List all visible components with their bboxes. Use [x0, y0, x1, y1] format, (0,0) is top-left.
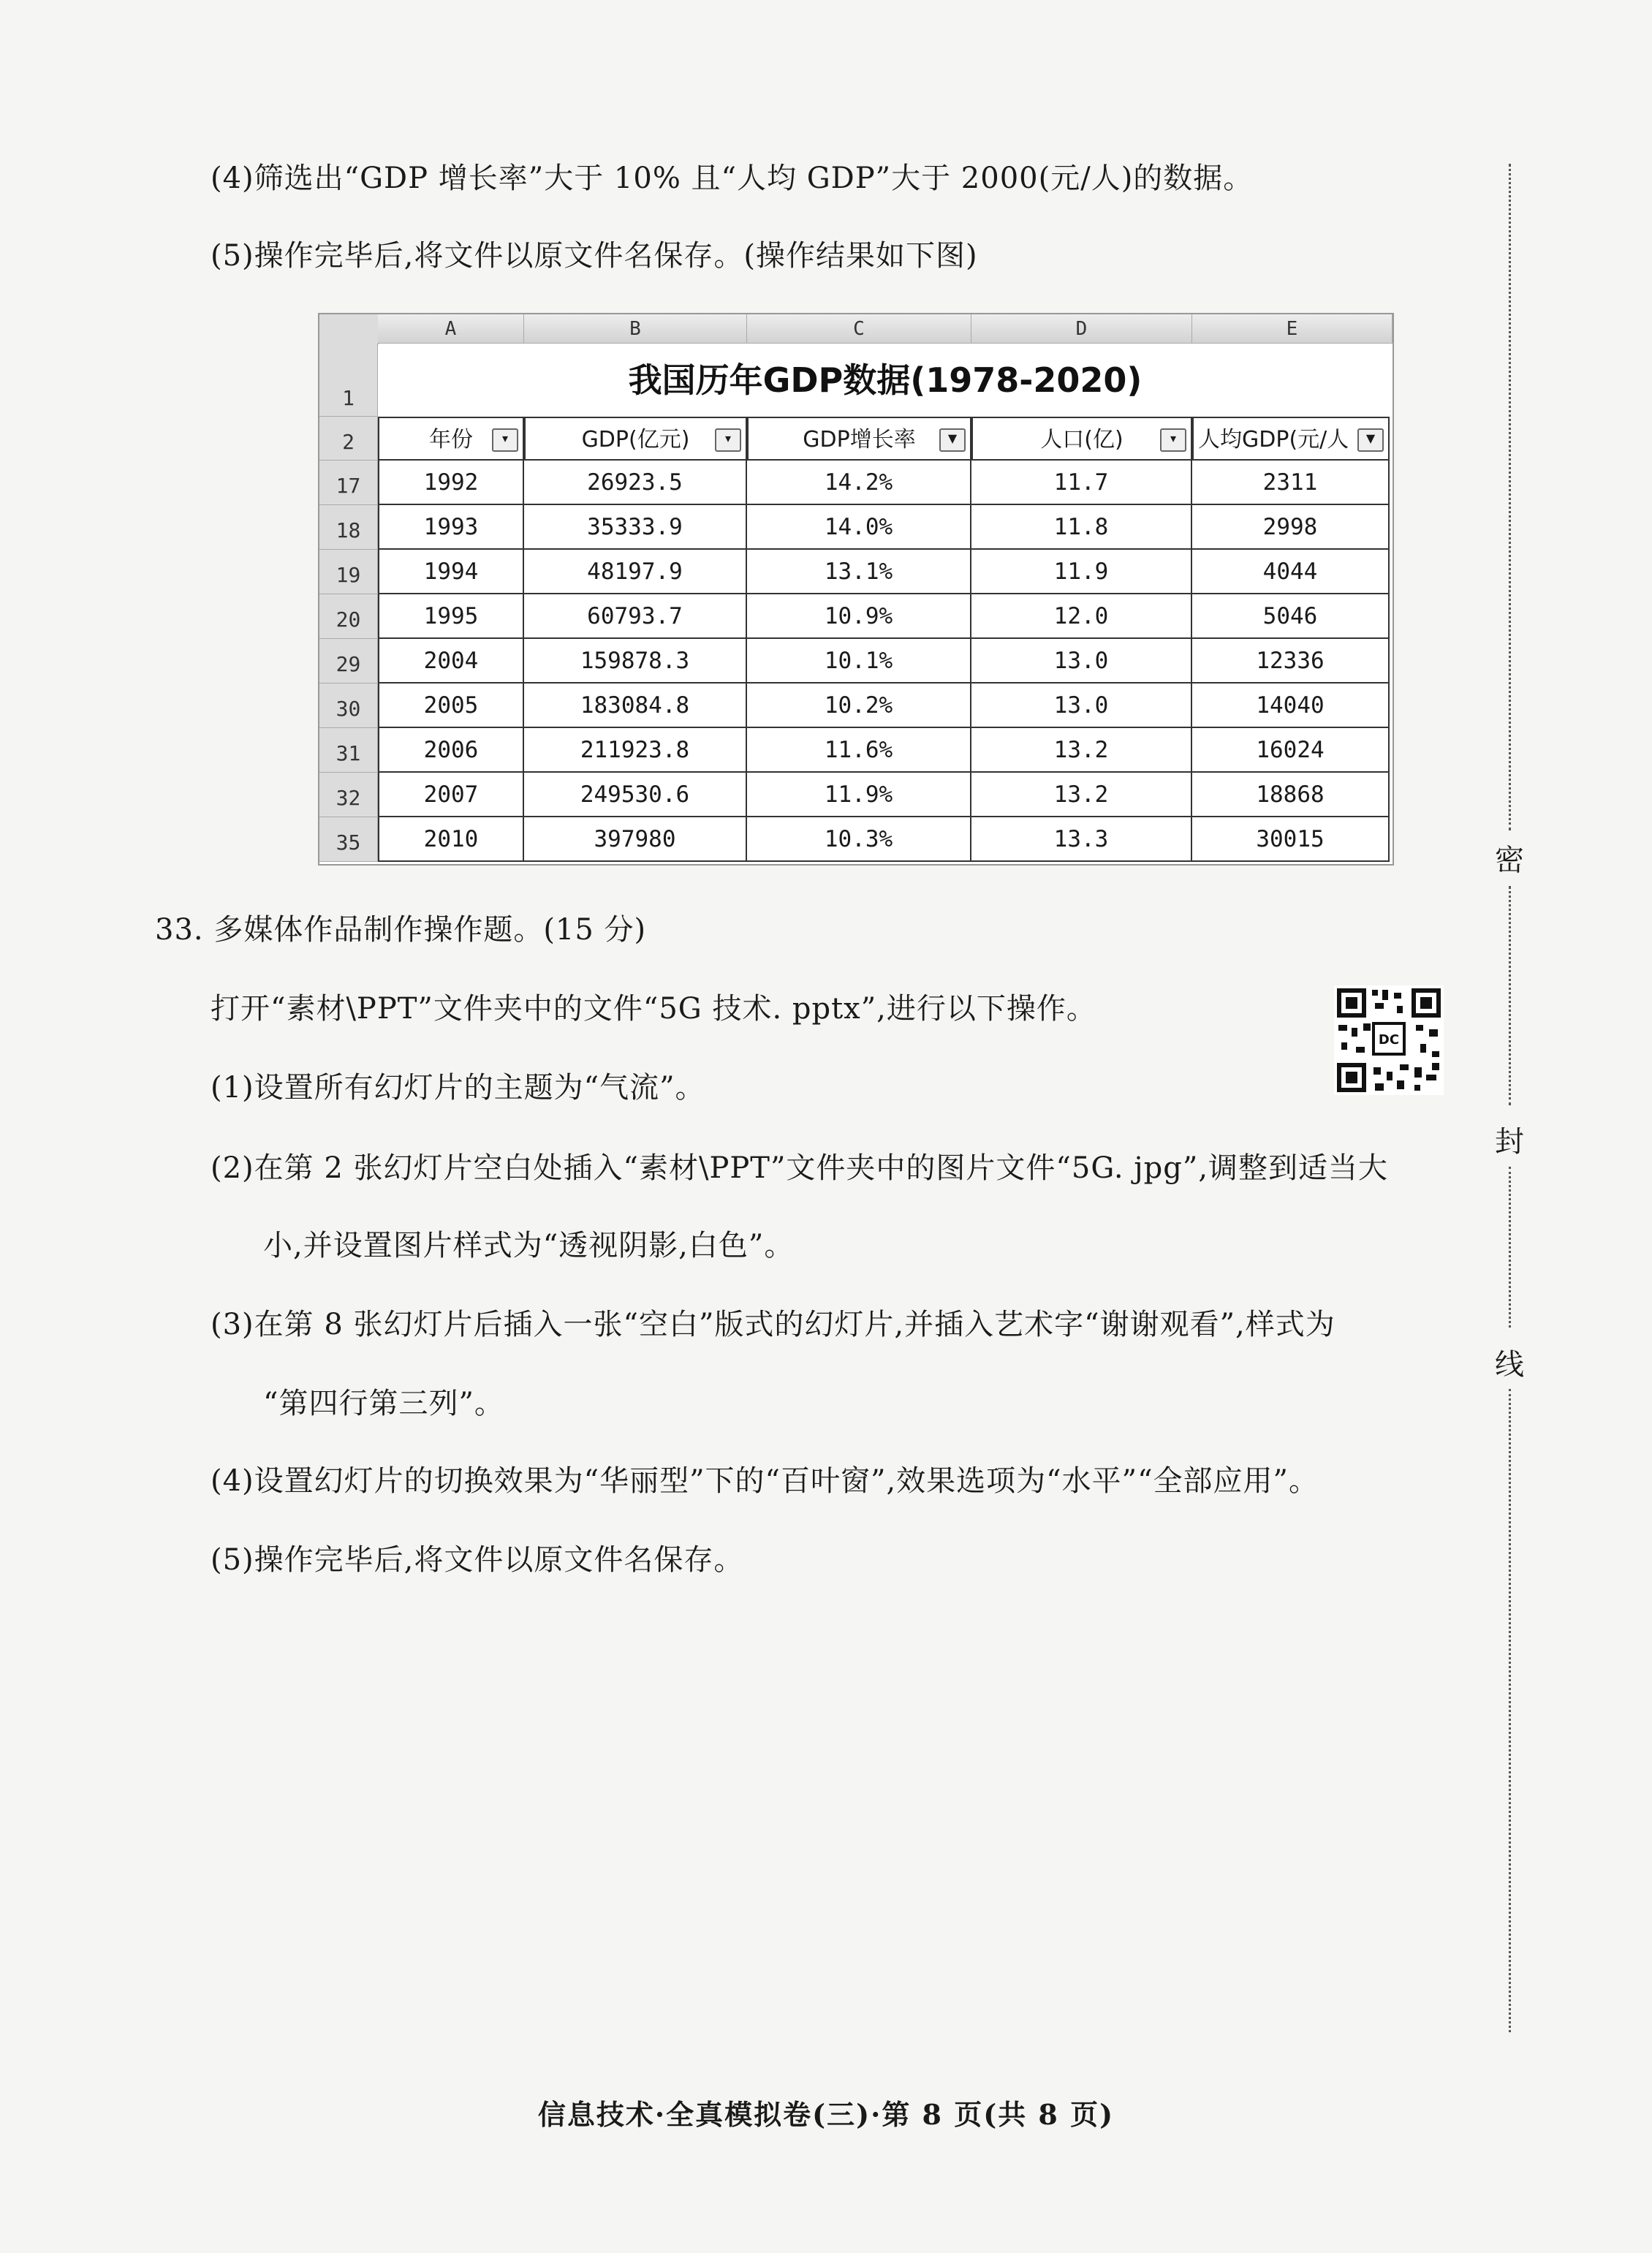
header-year: [378, 417, 524, 461]
row-header: 32: [319, 773, 378, 817]
cell-gdp-per-capita[interactable]: 30015: [1192, 817, 1390, 862]
seal-char-mi: 密: [1495, 844, 1524, 877]
q33-heading: 33. 多媒体作品制作操作题。(15 分): [155, 913, 647, 947]
cell-gdp[interactable]: 35333.9: [524, 505, 747, 550]
row-header: 35: [319, 817, 378, 862]
q33-step5: (5)操作完毕后,将文件以原文件名保存。: [211, 1543, 744, 1577]
seal-line-segment: [1509, 1167, 1511, 1328]
cell-population[interactable]: 11.8: [971, 505, 1192, 550]
cell-gdp-per-capita[interactable]: 18868: [1192, 773, 1390, 817]
header-population: [971, 417, 1192, 461]
cell-gdp[interactable]: 26923.5: [524, 461, 747, 505]
seal-line-segment: [1509, 886, 1511, 1105]
cell-year[interactable]: 2005: [378, 684, 524, 728]
cell-year[interactable]: 2004: [378, 639, 524, 684]
cell-growth[interactable]: 14.0%: [747, 505, 971, 550]
cell-population[interactable]: 11.9: [971, 550, 1192, 594]
seal-line-segment: [1509, 164, 1511, 830]
cell-gdp[interactable]: 211923.8: [524, 728, 747, 773]
cell-gdp-per-capita[interactable]: 12336: [1192, 639, 1390, 684]
row-header: 19: [319, 550, 378, 594]
header-gdp-per-capita: [1192, 417, 1390, 461]
cell-year[interactable]: 2006: [378, 728, 524, 773]
q33-step2-line1: (2)在第 2 张幻灯片空白处插入“素材\PPT”文件夹中的图片文件“5G. jpg”,调整到适当大: [211, 1151, 1389, 1185]
cell-year[interactable]: 1994: [378, 550, 524, 594]
cell-growth[interactable]: 10.3%: [747, 817, 971, 862]
column-header-a: A: [378, 314, 524, 344]
header-gdp-per-capita-label: 人均GDP(元/人: [1198, 427, 1349, 453]
cell-growth[interactable]: 11.6%: [747, 728, 971, 773]
cell-growth[interactable]: 13.1%: [747, 550, 971, 594]
column-header-b: B: [524, 314, 747, 344]
row-header: 30: [319, 684, 378, 728]
row-header: 18: [319, 505, 378, 550]
cell-population[interactable]: 13.2: [971, 728, 1192, 773]
filter-active-icon[interactable]: ▼: [1357, 428, 1384, 452]
cell-growth[interactable]: 11.9%: [747, 773, 971, 817]
row-header-1: 1: [319, 344, 378, 417]
cell-year[interactable]: 2010: [378, 817, 524, 862]
cell-year[interactable]: 2007: [378, 773, 524, 817]
cell-gdp-per-capita[interactable]: 5046: [1192, 594, 1390, 639]
filter-active-icon[interactable]: ▼: [939, 428, 966, 452]
cell-growth[interactable]: 10.1%: [747, 639, 971, 684]
header-population-label: 人口(亿): [1040, 427, 1124, 453]
sheet-title: 我国历年GDP数据(1978-2020): [628, 360, 1143, 400]
q33-step2-line2: 小,并设置图片样式为“透视阴影,白色”。: [263, 1229, 795, 1262]
seal-char-feng: 封: [1495, 1125, 1524, 1159]
filter-dropdown-icon[interactable]: ▾: [1160, 428, 1186, 452]
header-gdp-label: GDP(亿元): [581, 427, 690, 453]
seal-char-xian: 线: [1495, 1348, 1524, 1382]
q33-step4: (4)设置幻灯片的切换效果为“华丽型”下的“百叶窗”,效果选项为“水平”“全部应用”。: [211, 1464, 1319, 1498]
header-gdp-growth: [747, 417, 971, 461]
column-header-c: C: [747, 314, 971, 344]
qr-code: [1334, 985, 1444, 1095]
cell-gdp[interactable]: 183084.8: [524, 684, 747, 728]
cell-year[interactable]: 1993: [378, 505, 524, 550]
cell-gdp-per-capita[interactable]: 14040: [1192, 684, 1390, 728]
cell-gdp[interactable]: 249530.6: [524, 773, 747, 817]
cell-population[interactable]: 12.0: [971, 594, 1192, 639]
cell-population[interactable]: 13.0: [971, 684, 1192, 728]
page-footer: 信息技术·全真模拟卷(三)·第 8 页(共 8 页): [537, 2098, 1115, 2131]
filter-dropdown-icon[interactable]: ▾: [715, 428, 741, 452]
qr-badge-text: DC: [1378, 1032, 1400, 1048]
row-header: 20: [319, 594, 378, 639]
header-year-label: 年份: [429, 427, 473, 453]
q33-step1: (1)设置所有幻灯片的主题为“气流”。: [211, 1071, 705, 1105]
cell-growth[interactable]: 10.2%: [747, 684, 971, 728]
q33-intro: 打开“素材\PPT”文件夹中的文件“5G 技术. pptx”,进行以下操作。: [211, 992, 1096, 1026]
cell-population[interactable]: 11.7: [971, 461, 1192, 505]
cell-population[interactable]: 13.0: [971, 639, 1192, 684]
column-header-e: E: [1192, 314, 1393, 344]
seal-line-segment: [1509, 1389, 1511, 2032]
q32-step4: (4)筛选出“GDP 增长率”大于 10% 且“人均 GDP”大于 2000(元/人)的数据。: [211, 162, 1254, 195]
cell-population[interactable]: 13.2: [971, 773, 1192, 817]
cell-gdp[interactable]: 159878.3: [524, 639, 747, 684]
cell-gdp-per-capita[interactable]: 4044: [1192, 550, 1390, 594]
spreadsheet-screenshot: [318, 313, 1394, 866]
header-gdp: [524, 417, 747, 461]
q33-step3-line1: (3)在第 8 张幻灯片后插入一张“空白”版式的幻灯片,并插入艺术字“谢谢观看”,样式为: [211, 1308, 1335, 1341]
row-header: 17: [319, 461, 378, 505]
select-all-corner: [319, 314, 379, 344]
cell-gdp-per-capita[interactable]: 16024: [1192, 728, 1390, 773]
row-header-2: 2: [319, 417, 378, 461]
cell-year[interactable]: 1992: [378, 461, 524, 505]
row-header: 31: [319, 728, 378, 773]
row-header: 29: [319, 639, 378, 684]
cell-growth[interactable]: 10.9%: [747, 594, 971, 639]
cell-gdp[interactable]: 48197.9: [524, 550, 747, 594]
cell-population[interactable]: 13.3: [971, 817, 1192, 862]
cell-gdp-per-capita[interactable]: 2998: [1192, 505, 1390, 550]
cell-gdp[interactable]: 397980: [524, 817, 747, 862]
cell-growth[interactable]: 14.2%: [747, 461, 971, 505]
filter-dropdown-icon[interactable]: ▾: [492, 428, 518, 452]
column-header-d: D: [971, 314, 1192, 344]
cell-year[interactable]: 1995: [378, 594, 524, 639]
cell-gdp-per-capita[interactable]: 2311: [1192, 461, 1390, 505]
cell-gdp[interactable]: 60793.7: [524, 594, 747, 639]
q32-step5: (5)操作完毕后,将文件以原文件名保存。(操作结果如下图): [211, 239, 978, 273]
header-gdp-growth-label: GDP增长率: [803, 427, 916, 453]
q33-step3-line2: “第四行第三列”。: [263, 1387, 504, 1420]
